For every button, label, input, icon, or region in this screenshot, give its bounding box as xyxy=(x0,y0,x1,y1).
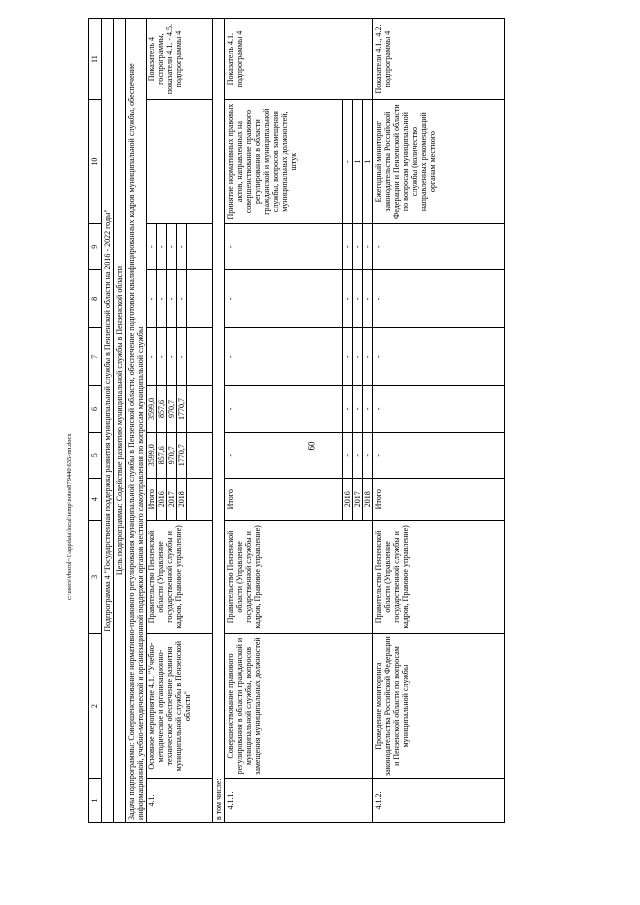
measure-name: Совершенствование правового регулирования в области гражданской и муниципальной службы, вопросов замещения муниципальных должностей xyxy=(225,634,373,779)
value-cell: - xyxy=(353,386,363,432)
value-cell: - xyxy=(353,432,363,478)
subprogram-task: Задача подпрограммы: Совершенствование нормативно-правового регулирования муниципальной службы в Пензенской области, обеспечение подготовки квалифицированных кадров муниципальной службы, обеспечение информационной, учебно-методической и организационной поддержки органов местного самоуправления по вопросам муниципальной службы xyxy=(126,19,147,823)
value-cell: - xyxy=(343,224,353,270)
year-cell: 2018 xyxy=(177,478,187,520)
value-cell: - xyxy=(177,224,187,270)
value-cell: 970,7 xyxy=(167,386,177,432)
subprogram-title: Подпрограмма 4 "Государственная поддержка развития муниципальной службы в Пензенской области на 2016 - 2022 годы" xyxy=(102,19,114,823)
executor: Правительство Пензенской области (Управление государственной службы и кадров, Правовое управление) xyxy=(147,520,213,634)
value-cell: - xyxy=(225,328,343,386)
year-cell: Итого xyxy=(373,478,505,520)
value-cell: - xyxy=(147,328,157,386)
value-cell: - xyxy=(343,328,353,386)
value-cell: - xyxy=(225,270,343,328)
row-number: 4.1. xyxy=(147,778,213,822)
value-cell: - xyxy=(177,270,187,328)
value-cell: - xyxy=(225,386,343,432)
col-num: 1 xyxy=(89,778,102,822)
year-cell: 2016 xyxy=(343,478,353,520)
value-cell: - xyxy=(373,432,505,478)
value-cell: - xyxy=(363,328,373,386)
value-cell: 1 xyxy=(363,100,373,224)
link-cell: Показатель 4.1. подпрограммы 4 xyxy=(225,19,373,100)
value-cell: - xyxy=(373,328,505,386)
footer-file-path: c:\users\vborol~1\appdata\local\temp\notes879440\635-пп.docx xyxy=(66,433,73,600)
value-cell: - xyxy=(147,224,157,270)
value-cell: - xyxy=(373,270,505,328)
measure-name: Основное мероприятие 4.1. "Учебно-методическое и организационно-техническое обеспечение развития муниципальной службы в Пензенской области" xyxy=(147,634,213,779)
value-cell: - xyxy=(167,328,177,386)
in-that-number: в том числе: xyxy=(213,19,225,823)
value-cell: 1770,7 xyxy=(177,386,187,432)
value-cell: - xyxy=(225,432,343,478)
value-cell: - xyxy=(353,224,363,270)
executor: Правительство Пензенской области (Управление государственной службы и кадров, Правовое управление) xyxy=(225,520,373,634)
value-cell: - xyxy=(373,224,505,270)
subprogram-goal: Цель подпрограммы: Содействие развитию муниципальной службы в Пензенской области xyxy=(114,19,126,823)
year-cell: 2016 xyxy=(157,478,167,520)
value-cell: - xyxy=(225,224,343,270)
col-num: 6 xyxy=(89,386,102,432)
value-cell: - xyxy=(363,224,373,270)
col-num: 4 xyxy=(89,478,102,520)
value-cell: - xyxy=(353,270,363,328)
landscape-table-page xyxy=(88,18,633,823)
value-cell: - xyxy=(363,386,373,432)
row-number: 4.1.1. xyxy=(225,778,373,822)
value-cell: - xyxy=(147,270,157,328)
year-cell: Итого xyxy=(225,478,343,520)
value-cell: 857,6 xyxy=(157,432,167,478)
value-cell: - xyxy=(343,386,353,432)
indicator-cell: Принятие нормативных правовых актов, направленных на совершенствование правового регулирования в области гражданской и муниципальной службы, вопросов замещения муниципальных должностей, штук xyxy=(225,100,343,224)
value-cell: 970,7 xyxy=(167,432,177,478)
link-cell: Показатели 4.1., 4.2. подпрограммы 4 xyxy=(373,19,505,100)
col-num: 9 xyxy=(89,224,102,270)
value-cell: 3599,0 xyxy=(147,432,157,478)
page-number: 60 xyxy=(306,441,317,451)
program-table xyxy=(88,18,505,823)
col-num: 5 xyxy=(89,432,102,478)
value-cell: - xyxy=(167,270,177,328)
year-cell: 2017 xyxy=(353,478,363,520)
col-num: 3 xyxy=(89,520,102,634)
value-cell: - xyxy=(363,432,373,478)
measure-name: Проведение мониторинга законодательства Российской Федерации и Пензенской области по вопросам муниципальной службы xyxy=(373,634,505,779)
column-numbers-row xyxy=(89,19,102,823)
value-cell: - xyxy=(177,328,187,386)
indicator-cell xyxy=(147,100,213,224)
col-num: 2 xyxy=(89,634,102,779)
value-cell: - xyxy=(157,270,167,328)
value-cell: - xyxy=(373,386,505,432)
value-cell: 1 xyxy=(353,100,363,224)
year-cell: Итого xyxy=(147,478,157,520)
value-cell: - xyxy=(343,432,353,478)
value-cell: - xyxy=(157,224,167,270)
value-cell: - xyxy=(157,328,167,386)
value-cell: - xyxy=(343,100,353,224)
col-num: 11 xyxy=(89,19,102,100)
value-cell: 1770,7 xyxy=(177,432,187,478)
link-cell: Показатель 4 госпрограммы, показатели 4.1. - 4.5. подпрограммы 4 xyxy=(147,19,213,100)
year-cell: 2018 xyxy=(363,478,373,520)
indicator-cell: Ежегодный мониторинг законодательства Российской Федерации и Пензенской области по вопросам муниципальной службы (количество направленных рекомендаций органам местного xyxy=(373,100,505,224)
col-num: 7 xyxy=(89,328,102,386)
value-cell: - xyxy=(353,328,363,386)
value-cell: - xyxy=(343,270,353,328)
year-cell: 2017 xyxy=(167,478,177,520)
executor: Правительство Пензенской области (Управление государственной службы и кадров, Правовое управление) xyxy=(373,520,505,634)
value-cell: - xyxy=(167,224,177,270)
col-num: 10 xyxy=(89,100,102,224)
value-cell: 857,6 xyxy=(157,386,167,432)
col-num: 8 xyxy=(89,270,102,328)
value-cell: 3599,0 xyxy=(147,386,157,432)
row-number: 4.1.2. xyxy=(373,778,505,822)
value-cell: - xyxy=(363,270,373,328)
